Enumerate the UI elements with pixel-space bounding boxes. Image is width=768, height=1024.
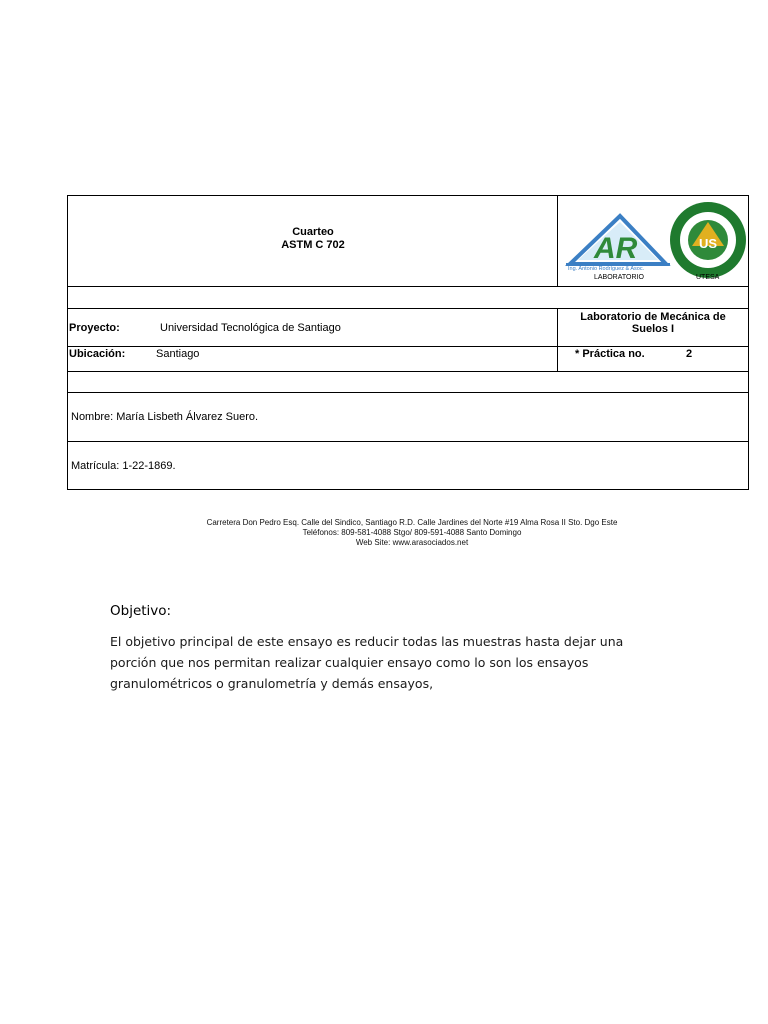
ubicacion-label: Ubicación:: [69, 348, 126, 360]
row-divider: [68, 286, 748, 287]
title-line-1: Cuarteo: [292, 226, 334, 238]
row-divider: [68, 441, 748, 442]
proyecto-label: Proyecto:: [69, 322, 120, 334]
phone-line: Teléfonos: 809-581-4088 Stgo/ 809-591-4088 Santo Domingo: [302, 528, 522, 537]
logos-cell: [558, 196, 748, 286]
ar-logo-caption: Ing. Antonio Rodríguez & Asoc.: [568, 266, 645, 272]
laboratorio-caption: LABORATORIO: [594, 274, 644, 281]
document-title: [68, 226, 558, 252]
address-line: Carretera Don Pedro Esq. Calle del Sindico, Santiago R.D. Calle Jardines del Norte #19 Alma Rosa II Sto. Dgo Este: [206, 518, 618, 527]
lab-title: [558, 311, 748, 335]
proyecto-value: Universidad Tecnológica de Santiago: [160, 322, 341, 334]
website-line: Web Site: www.arasociados.net: [355, 538, 469, 547]
nombre-field: Nombre: María Lisbeth Álvarez Suero.: [71, 411, 259, 423]
objetivo-heading: Objetivo:: [110, 603, 172, 619]
header-table: [67, 195, 749, 490]
lab-title-line-1: Laboratorio de Mecánica de: [580, 311, 726, 323]
row-divider: [68, 308, 748, 309]
svg-text:US: US: [699, 236, 718, 251]
row-divider: [68, 346, 748, 347]
matricula-field: Matrícula: 1-22-1869.: [71, 460, 176, 472]
address-block: [0, 518, 768, 548]
utesa-caption: UTESA: [696, 274, 720, 281]
row-divider: [68, 392, 748, 393]
row-divider: [68, 371, 748, 372]
title-line-2: ASTM C 702: [281, 239, 345, 251]
ar-logo: [558, 196, 748, 286]
objetivo-paragraph: El objetivo principal de este ensayo es reducir todas las muestras hasta dejar una porción que nos permitan realizar cualquier ensayo como lo son los ensayos granulométricos o granulometría y demás ensayos,: [110, 634, 624, 691]
practica-label: * Práctica no.: [575, 348, 645, 360]
ubicacion-value: Santiago: [156, 348, 200, 360]
svg-text:AR: AR: [594, 232, 638, 265]
practica-value: 2: [686, 348, 693, 360]
lab-title-line-2: Suelos I: [631, 323, 675, 335]
